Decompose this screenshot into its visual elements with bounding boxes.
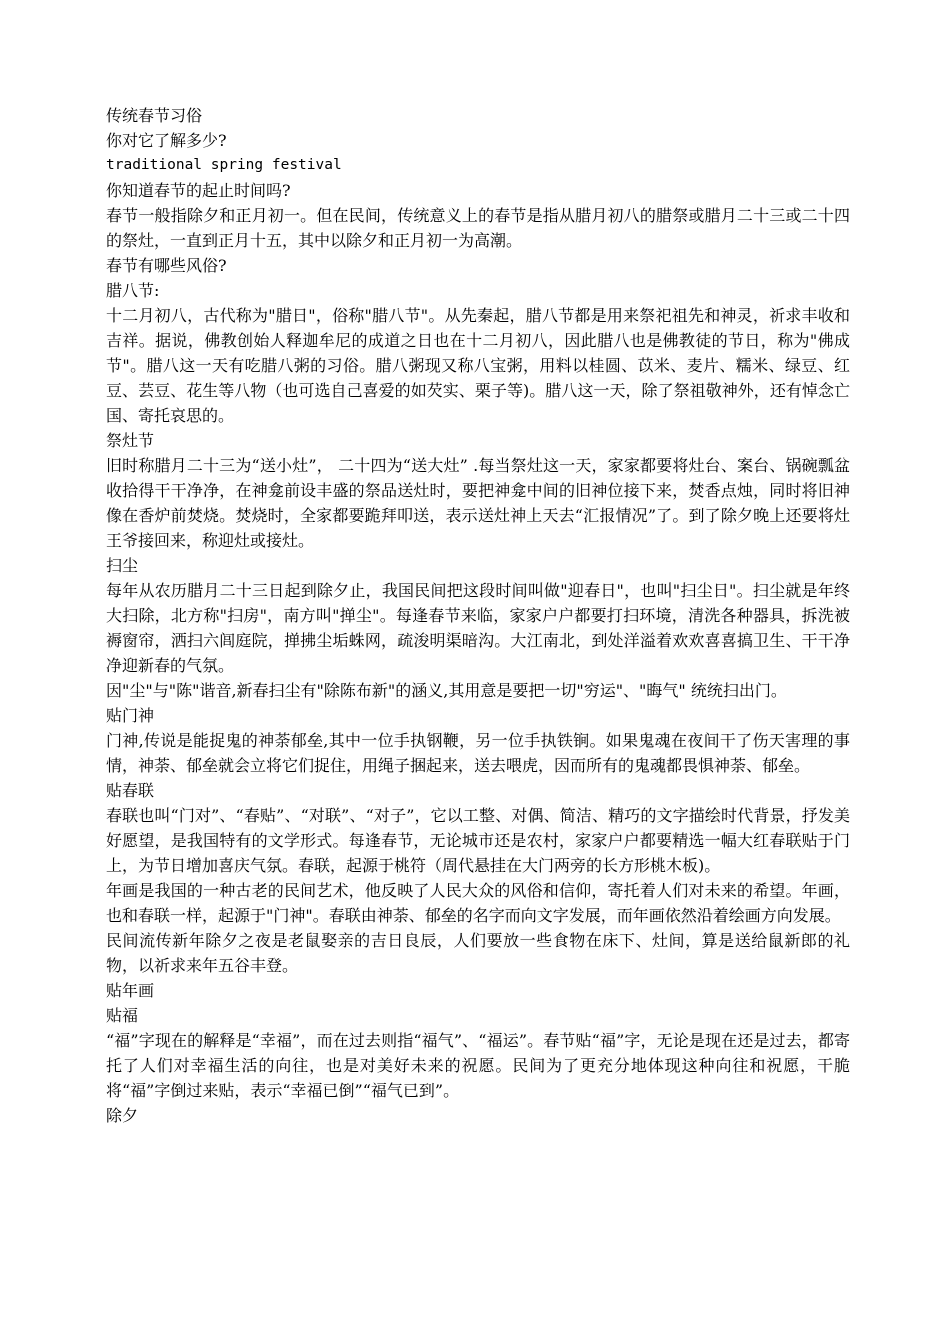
section-heading-saochen: 扫尘 (106, 556, 139, 575)
section-heading-menshen: 贴门神 (106, 706, 155, 725)
paragraph-laba: 十二月初八，古代称为"腊日"，俗称"腊八节"。从先秦起，腊八节都是用来祭祀祖先和神灵，祈求丰收和吉祥。据说，佛教创始人释迦牟尼的成道之日也在十二月初八，因此腊八也是佛教徒的节日，称为"佛成节"。腊八这一天有吃腊八粥的习俗。腊八粥现又称八宝粥，用料以桂圆、苡米、麦片、糯米、绿豆、红豆、芸豆、花生等八物（也可选自己喜爱的如芡实、栗子等)。腊八这一天，除了祭祖敬神外，还有悼念亡国、寄托哀思的。 (106, 306, 850, 425)
paragraph-jizao: 旧时称腊月二十三为“送小灶”， 二十四为“送大灶” .每当祭灶这一天，家家都要将灶台、案台、锅碗瓢盆收拾得干干净净，在神龛前设丰盛的祭品送灶时，要把神龛中间的旧神位接下来，焚香点烛，同时将旧神像在香炉前焚烧。焚烧时，全家都要跪拜叩送，表示送灶神上天去“汇报情况”了。到了除夕晚上还要将灶王爷接回来，称迎灶或接灶。 (106, 456, 850, 550)
paragraph-mouse-wedding: 民间流传新年除夕之夜是老鼠娶亲的吉日良辰，人们要放一些食物在床下、灶间，算是送给鼠新郎的礼物，以祈求来年五谷丰登。 (106, 931, 850, 975)
paragraph-menshen: 门神,传说是能捉鬼的神荼郁垒,其中一位手执钢鞭，另一位手执铁锏。如果鬼魂在夜间干了伤天害理的事情，神荼、郁垒就会立将它们捉住，用绳子捆起来，送去喂虎，因而所有的鬼魂都畏惧神荼、郁垒。 (106, 731, 850, 775)
paragraph-nianhua: 年画是我国的一种古老的民间艺术，他反映了人民大众的风俗和信仰，寄托着人们对未来的希望。年画，也和春联一样，起源于"门神"。春联由神荼、郁垒的名字而向文字发展，而年画依然沿着绘画方向发展。 (106, 881, 850, 925)
paragraph-dates: 春节一般指除夕和正月初一。但在民间，传统意义上的春节是指从腊月初八的腊祭或腊月二十三或二十四的祭灶，一直到正月十五，其中以除夕和正月初一为高潮。 (106, 206, 850, 250)
section-heading-dates: 你知道春节的起止时间吗? (106, 181, 291, 200)
section-heading-laba: 腊八节: (106, 281, 160, 300)
section-heading-chuxi: 除夕 (106, 1106, 139, 1125)
document-title: 传统春节习俗 (106, 106, 203, 125)
section-heading-tiefu: 贴福 (106, 1006, 139, 1025)
english-title: traditional spring festival (106, 157, 342, 173)
section-heading-nianhua: 贴年画 (106, 981, 155, 1000)
paragraph-saochen-meaning: 因"尘"与"陈"谐音,新春扫尘有"除陈布新"的涵义,其用意是要把一切"穷运"、"晦气" 统统扫出门。 (106, 681, 787, 700)
paragraph-chunlian: 春联也叫“门对”、“春贴”、“对联”、“对子”，它以工整、对偶、简洁、精巧的文字描绘时代背景，抒发美好愿望，是我国特有的文学形式。每逢春节，无论城市还是农村，家家户户都要精选一幅大红春联贴于门上，为节日增加喜庆气氛。春联，起源于桃符（周代悬挂在大门两旁的长方形桃木板)。 (106, 806, 850, 875)
section-heading-chunlian: 贴春联 (106, 781, 155, 800)
paragraph-saochen: 每年从农历腊月二十三日起到除夕止，我国民间把这段时间叫做"迎春日"，也叫"扫尘日"。扫尘就是年终大扫除，北方称"扫房"，南方叫"掸尘"。每逢春节来临，家家户户都要打扫环境，清洗各种器具，拆洗被褥窗帘，洒扫六闾庭院，掸拂尘垢蛛网，疏浚明渠暗沟。大江南北，到处洋溢着欢欢喜喜搞卫生、干干净净迎新春的气氛。 (106, 581, 850, 675)
document-page (106, 103, 850, 1128)
section-heading-jizao: 祭灶节 (106, 431, 155, 450)
paragraph-tiefu: “福”字现在的解释是“幸福”，而在过去则指“福气”、“福运”。春节贴“福”字，无论是现在还是过去，都寄托了人们对幸福生活的向往，也是对美好未来的祝愿。民间为了更充分地体现这种向往和祝愿，干脆将“福”字倒过来贴，表示“幸福已倒”“福气已到”。 (106, 1031, 850, 1100)
document-subtitle: 你对它了解多少? (106, 131, 227, 150)
section-heading-customs: 春节有哪些风俗? (106, 256, 227, 275)
